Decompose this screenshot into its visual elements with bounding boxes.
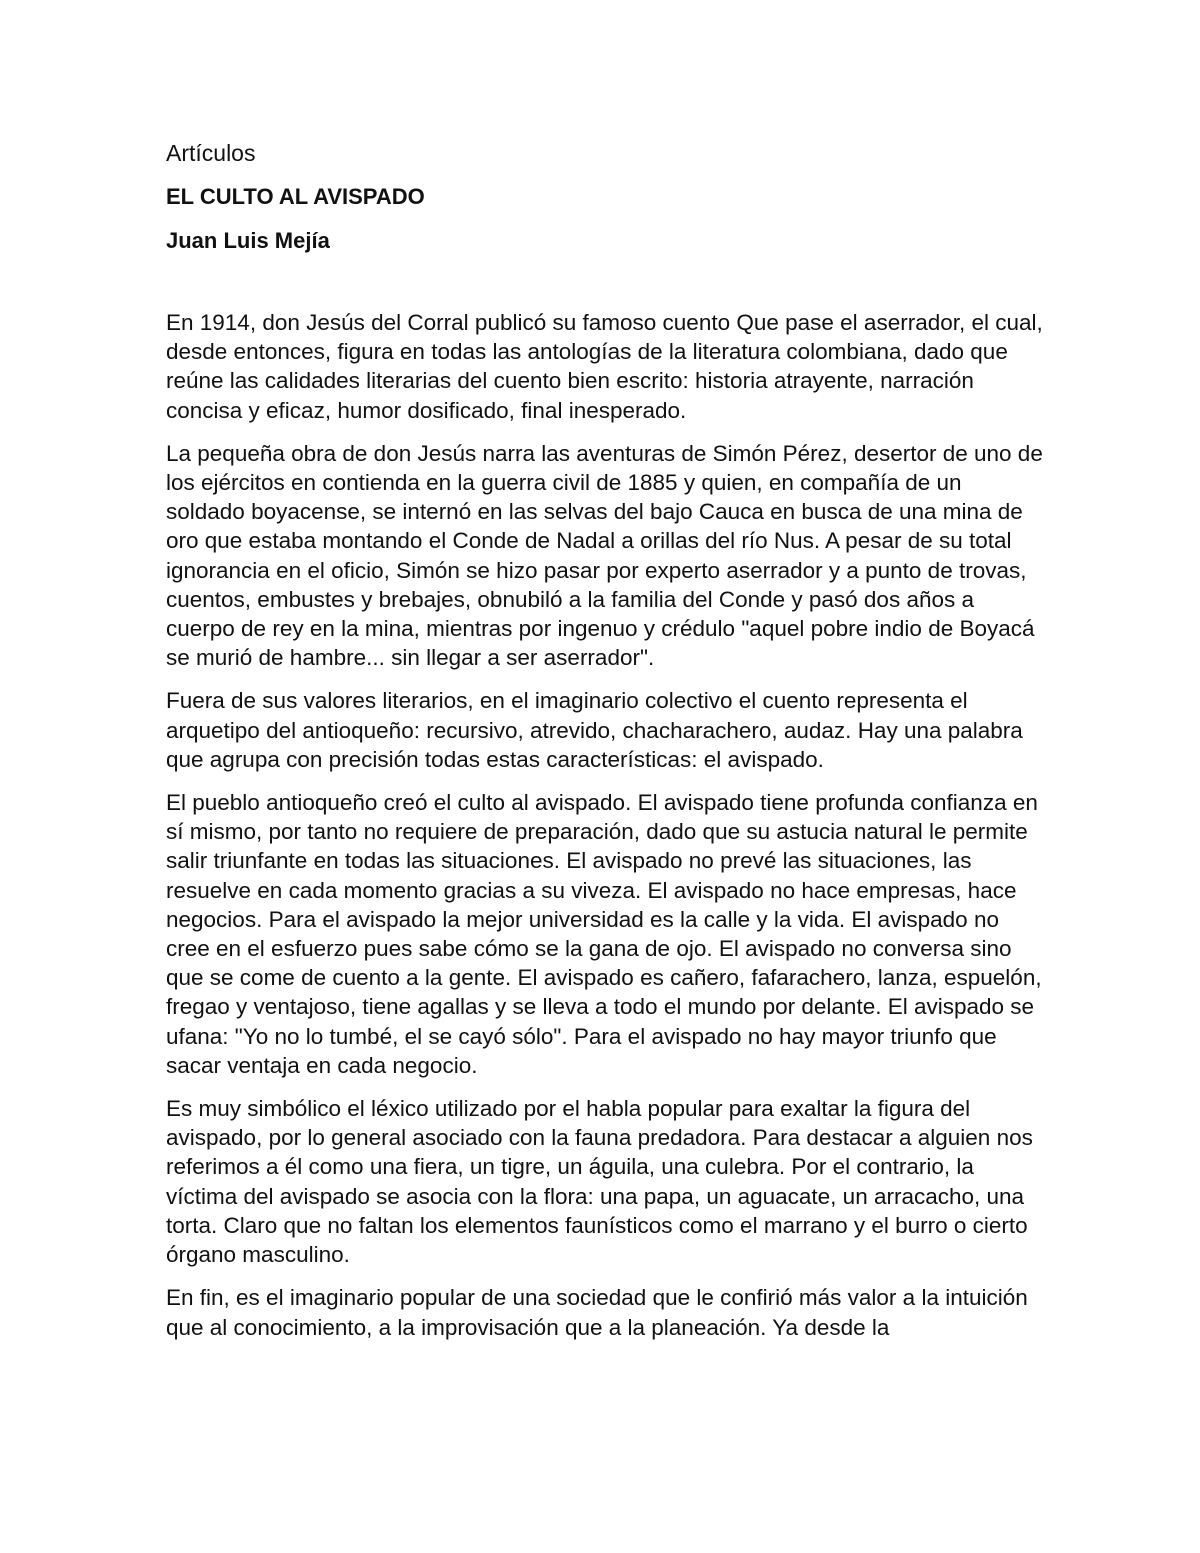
body-paragraph: El pueblo antioqueño creó el culto al avispado. El avispado tiene profunda confianza en sí mismo, por tanto no requiere de preparación, dado que su astucia natural le permite salir triunfante en todas las situaciones. El avispado no prevé las situaciones, las resuelve en cada momento gracias a su viveza. El avispado no hace empresas, hace negocios. Para el avispado la mejor universidad es la calle y la vida. El avispado no cree en el esfuerzo pues sabe cómo se la gana de ojo. El avispado no conversa sino que se come de cuento a la gente. El avispado es cañero, fafarachero, lanza, espuelón, fregao y ventajoso, tiene agallas y se lleva a todo el mundo por delante. El avispado se ufana: "Yo no lo tumbé, el se cayó sólo". Para el avispado no hay mayor triunfo que sacar ventaja en cada negocio.	[166, 790, 1042, 1078]
body-paragraph: En fin, es el imaginario popular de una sociedad que le confirió más valor a la intuición que al conocimiento, a la improvisación que a la planeación. Ya desde la	[166, 1285, 1028, 1340]
section-label: Artículos	[166, 140, 256, 166]
document-page	[166, 138, 1046, 1356]
body-paragraph: Es muy simbólico el léxico utilizado por el habla popular para exaltar la figura del avispado, por lo general asociado con la fauna predadora. Para destacar a alguien nos referimos a él como una fiera, un tigre, un águila, una culebra. Por el contrario, la víctima del avispado se asocia con la flora: una papa, un aguacate, un arracacho, una torta. Claro que no faltan los elementos faunísticos como el marrano y el burro o cierto órgano masculino.	[166, 1096, 1033, 1268]
body-paragraph: La pequeña obra de don Jesús narra las aventuras de Simón Pérez, desertor de uno de los ejércitos en contienda en la guerra civil de 1885 y quien, en compañía de un soldado boyacense, se internó en las selvas del bajo Cauca en busca de una mina de oro que estaba montando el Conde de Nadal a orillas del río Nus. A pesar de su total ignorancia en el oficio, Simón se hizo pasar por experto aserrador y a punto de trovas, cuentos, embustes y brebajes, obnubiló a la familia del Conde y pasó dos años a cuerpo de rey en la mina, mientras por ingenuo y crédulo "aquel pobre indio de Boyacá se murió de hambre... sin llegar a ser aserrador".	[166, 440, 1043, 671]
body-paragraph: Fuera de sus valores literarios, en el imaginario colectivo el cuento representa el arquetipo del antioqueño: recursivo, atrevido, chacharachero, audaz. Hay una palabra que agrupa con precisión todas estas características: el avispado.	[166, 688, 1023, 772]
article-author: Juan Luis Mejía	[166, 228, 330, 253]
body-paragraph: En 1914, don Jesús del Corral publicó su famoso cuento Que pase el aserrador, el cual, desde entonces, figura en todas las antologías de la literatura colombiana, dado que reúne las calidades literarias del cuento bien escrito: historia atrayente, narración concisa y eficaz, humor dosificado, final inesperado.	[166, 310, 1043, 423]
article-title: EL CULTO AL AVISPADO	[166, 184, 425, 209]
